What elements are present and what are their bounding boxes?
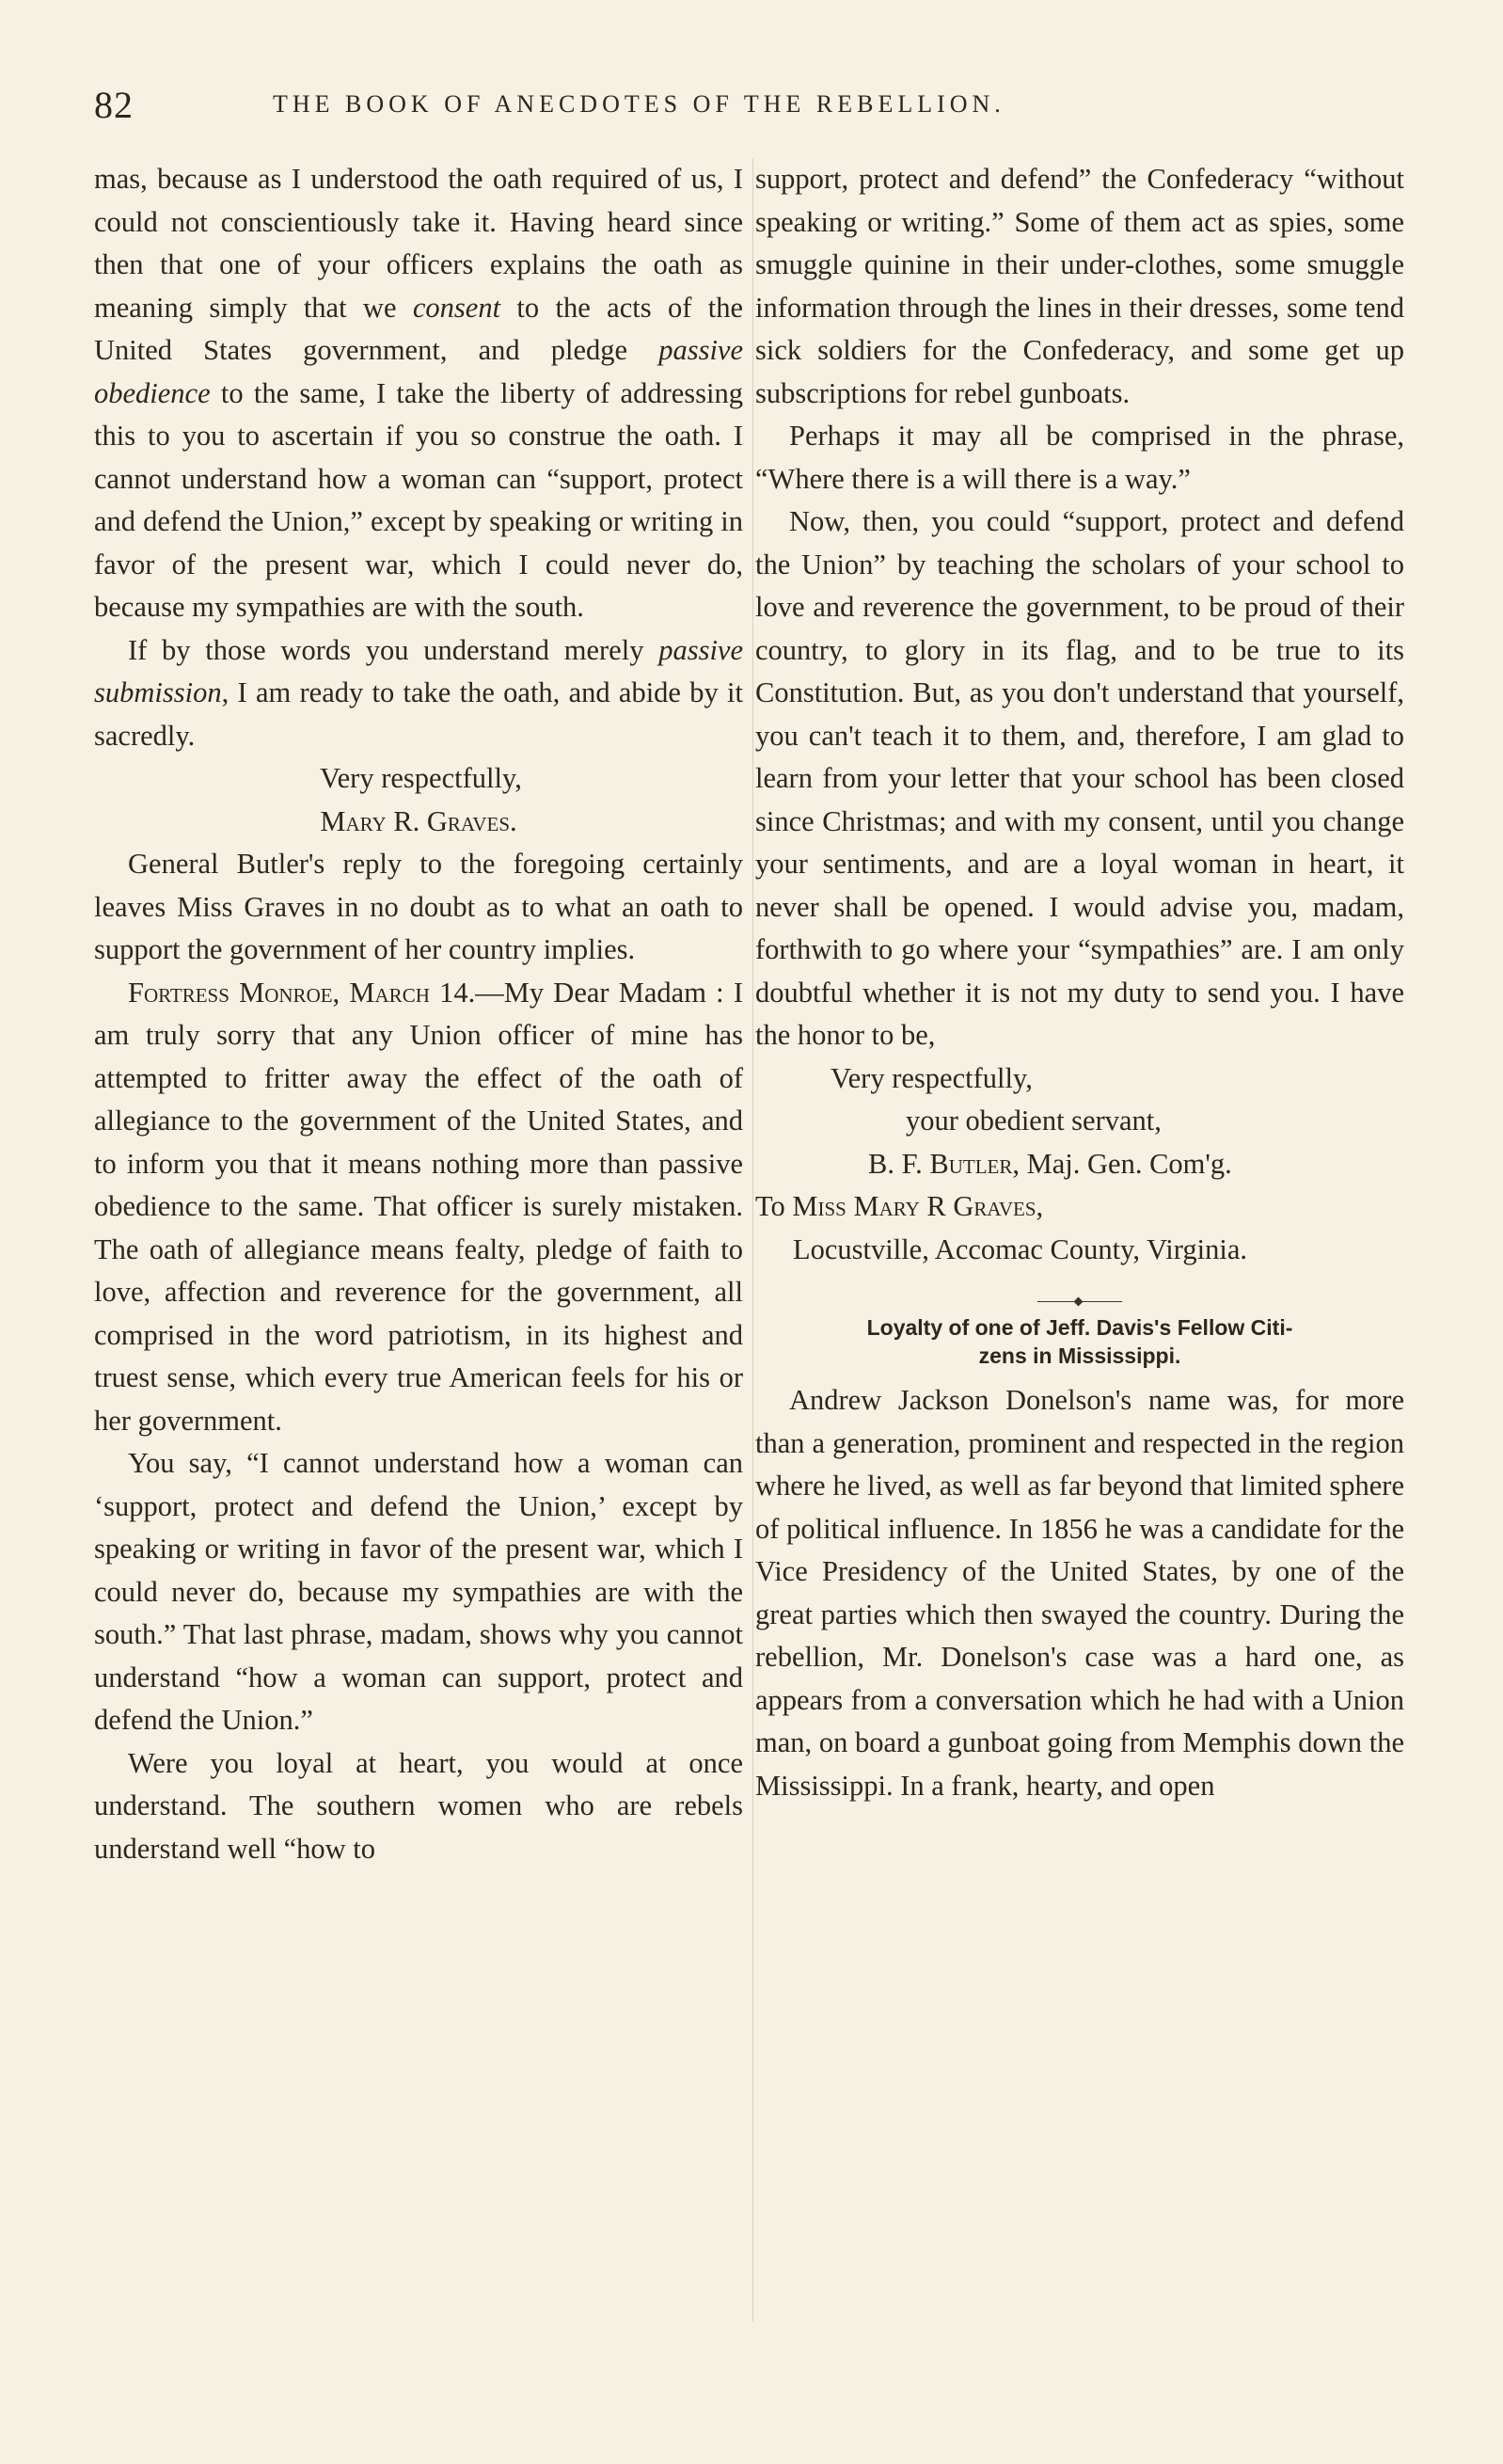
letter-address: Locustville, Accomac County, Virginia. xyxy=(793,1232,1247,1265)
paragraph: General Butler's reply to the foregoing certainly leaves Miss Graves in no doubt as to what an oath to support the government of her country implies. xyxy=(94,848,743,965)
emphasis: passive obedience xyxy=(94,334,743,409)
column-divider xyxy=(752,158,753,2322)
letter-signature: B. F. Butler, Maj. Gen. Com'g. xyxy=(868,1147,1232,1180)
section-heading: Loyalty of one of Jeff. Davis's Fellow Citi- zens in Mississippi. xyxy=(866,1315,1293,1368)
paragraph: You say, “I cannot understand how a woman can ‘support, protect and defend the Union,’ except by speaking or writing in favor of the present war, which I could never do, because my sympathies are with the south.” That last phrase, madam, shows why you cannot understand “how a woman can support, protect and defend the Union.” xyxy=(94,1447,743,1736)
paragraph: Perhaps it may all be comprised in the phrase, “Where there is a will there is a way.” xyxy=(755,420,1404,495)
emphasis: passive submission xyxy=(94,633,743,708)
paragraph: support, protect and defend” the Confederacy “without speaking or writing.” Some of them act as spies, some smuggle quinine in their under-clothes, some smuggle information through the lines in their dresses, some tend sick soldiers for the Confederacy, and some get up subscriptions for rebel gunboats. xyxy=(755,163,1404,409)
page-header xyxy=(94,83,1223,139)
letter-closing: Very respectfully, xyxy=(320,762,522,794)
emphasis: consent xyxy=(412,291,501,324)
paragraph: Fortress Monroe, March 14.—My Dear Madam : I am truly sorry that any Union officer of mine has attempted to fritter away the effect of the oath of allegiance to the government of the United States, and to inform you that it means nothing more than passive obedience to the same. That officer is surely mistaken. The oath of allegiance means fealty, pledge of faith to love, affection and reverence for the government, all comprised in the word patriotism, in its highest and truest sense, which every true American feels for his or her government. xyxy=(94,976,743,1437)
paragraph: Now, then, you could “support, protect and defend the Union” by teaching the scholars of your school to love and reverence the government, to be proud of their country, to glory in its flag, and to be true to its Constitution. But, as you don't understand that yourself, you can't teach it to them, and, therefore, I am glad to learn from your letter that your school has been closed since Christmas; and with my consent, until you change your sentiments, and are a loyal woman in heart, it never shall be opened. I would advise you, madam, forthwith to go where your “sympathies” are. I am only doubtful whether it is not my duty to send you. I have the honor to be, xyxy=(755,505,1404,1051)
paragraph: Andrew Jackson Donelson's name was, for more than a generation, prominent and respected in the region where he lived, as well as far beyond that limited sphere of political influence. In 1856 he was a candidate for the Vice Presidency of the United States, by one of the great parties which then swayed the country. During the rebellion, Mr. Donelson's case was a hard one, as appears from a conversation which he had with a Union man, on board a gunboat going from Memphis down the Mississippi. In a frank, hearty, and open xyxy=(755,1384,1404,1802)
page-number: 82 xyxy=(94,84,134,126)
dateline: Fortress Monroe, March 14. xyxy=(128,976,476,1009)
paragraph: mas, because as I understood the oath required of us, I could not conscientiously take it. Having heard since then that one of your officers explains the oath as meaning simply that we consent to the acts of the United States government, and pledge passive obedience to the same, I take the liberty of addressing this to you to ascertain if you so construe the oath. I cannot understand how a woman can “support, protect and defend the Union,” except by speaking or writing in favor of the present war, which I could never do, because my sympathies are with the south. xyxy=(94,163,743,623)
letter-closing: your obedient servant, xyxy=(906,1105,1162,1137)
letter-closing: Very respectfully, xyxy=(831,1061,1033,1094)
right-column xyxy=(755,158,1404,1807)
running-head: THE BOOK OF ANECDOTES OF THE REBELLION. xyxy=(273,90,1005,118)
left-column xyxy=(94,158,743,1870)
paragraph: If by those words you understand merely passive submission, I am ready to take the oath, and abide by it sacredly. xyxy=(94,633,743,752)
section-divider xyxy=(1037,1301,1122,1302)
letter-addressee: To Miss Mary R Graves, xyxy=(755,1190,1044,1222)
letter-signature: Mary R. Graves. xyxy=(320,804,517,837)
paragraph: Were you loyal at heart, you would at once understand. The southern women who are rebels understand well “how to xyxy=(94,1746,743,1865)
